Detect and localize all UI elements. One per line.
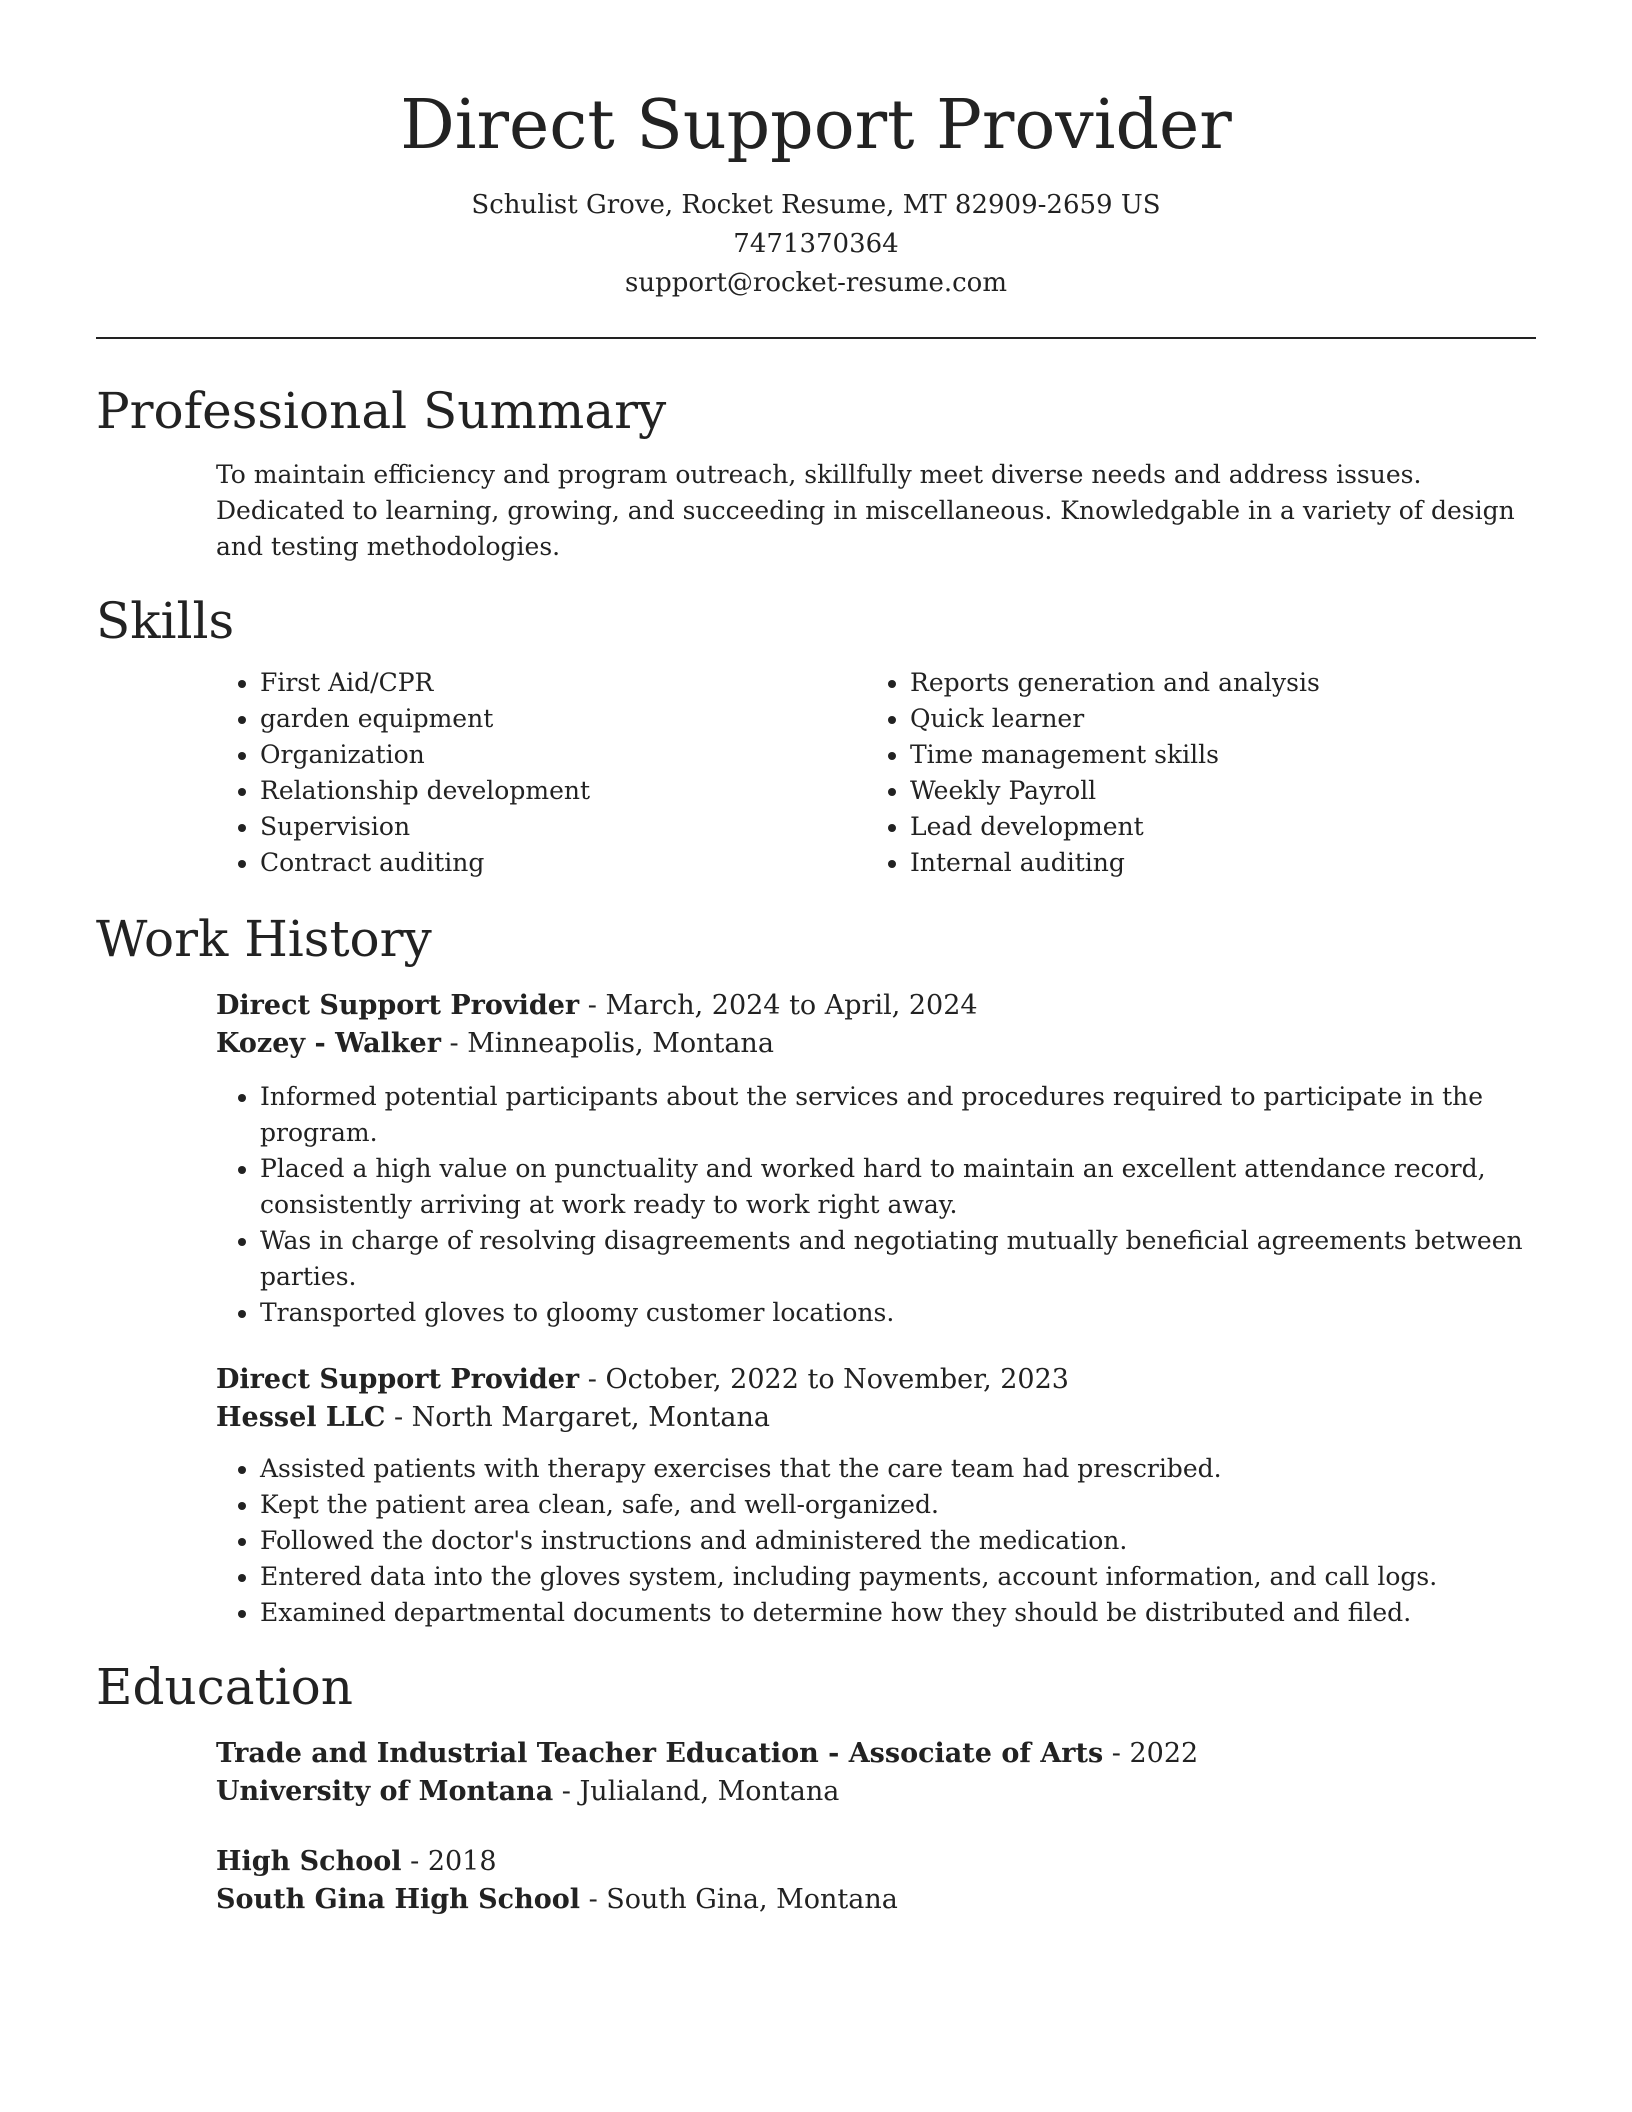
education-title: Education [96, 1658, 353, 1716]
job-entry [216, 987, 1536, 1331]
education-degree: Trade and Industrial Teacher Education - Associate of Arts [216, 1738, 1104, 1769]
contact-address: Schulist Grove, Rocket Resume, MT 82909-2659 US [471, 190, 1161, 220]
summary-text: To maintain efficiency and program outreach, skillfully meet diverse needs and address issues. Dedicated to learning, growing, and succeeding in miscellaneous. Knowledgable in a variety of design and testing methodologies. [216, 460, 1515, 561]
job-bullets [216, 1079, 1536, 1331]
skill-item: • Relationship development [260, 773, 866, 809]
skills-section [96, 665, 1536, 881]
education-entry [216, 1843, 1536, 1919]
education-year: - 2018 [401, 1846, 497, 1877]
skill-item: • Contract auditing [260, 845, 866, 881]
skill-item: • Lead development [910, 809, 1516, 845]
summary-section [96, 457, 1536, 565]
education-degree: High School [216, 1846, 402, 1877]
skill-item: • Organization [260, 737, 866, 773]
education-location: - Julialand, Montana [553, 1776, 840, 1807]
skills-column-right [866, 665, 1516, 881]
education-school-line [216, 1881, 1536, 1919]
job-title-line [216, 987, 1536, 1025]
summary-title: Professional Summary [96, 382, 667, 440]
education-location: - South Gina, Montana [580, 1884, 898, 1915]
education-degree-line [216, 1843, 1536, 1881]
job-bullet: • Examined departmental documents to determine how they should be distributed and filed. [260, 1595, 1536, 1631]
work-history-title: Work History [96, 910, 432, 968]
education-school: University of Montana [216, 1776, 554, 1807]
job-bullet: • Followed the doctor's instructions and administered the medication. [260, 1523, 1536, 1559]
job-bullets [216, 1451, 1536, 1631]
skill-item: • Quick learner [910, 701, 1516, 737]
job-title-line [216, 1361, 1536, 1399]
contact-email: support@rocket-resume.com [624, 268, 1007, 298]
job-role: Direct Support Provider [216, 1364, 580, 1395]
job-dates: - October, 2022 to November, 2023 [579, 1364, 1069, 1395]
skill-item: • First Aid/CPR [260, 665, 866, 701]
skills-column-left [216, 665, 866, 881]
job-bullet: • Entered data into the gloves system, including payments, account information, and call logs. [260, 1559, 1536, 1595]
contact-block [96, 186, 1536, 303]
education-school-line [216, 1773, 1536, 1811]
job-company: Hessel LLC [216, 1402, 386, 1433]
job-location: - Minneapolis, Montana [440, 1028, 774, 1059]
skills-list-left [216, 665, 866, 881]
job-bullet: • Placed a high value on punctuality and worked hard to maintain an excellent attendance record, consistently arriving at work ready to work right away. [260, 1151, 1536, 1223]
education-section [96, 1735, 1536, 1919]
job-bullet: • Assisted patients with therapy exercises that the care team had prescribed. [260, 1451, 1536, 1487]
education-year: - 2022 [1103, 1738, 1199, 1769]
skill-item: • Weekly Payroll [910, 773, 1516, 809]
job-bullet: • Kept the patient area clean, safe, and well-organized. [260, 1487, 1536, 1523]
job-company-line [216, 1399, 1536, 1437]
education-entry [216, 1735, 1536, 1811]
job-company: Kozey - Walker [216, 1028, 441, 1059]
skill-item: • Supervision [260, 809, 866, 845]
candidate-name: Direct Support Provider [400, 86, 1232, 165]
contact-phone: 7471370364 [733, 229, 899, 259]
job-dates: - March, 2024 to April, 2024 [579, 990, 978, 1021]
job-role: Direct Support Provider [216, 990, 580, 1021]
skills-title: Skills [96, 592, 235, 650]
skill-item: • Internal auditing [910, 845, 1516, 881]
education-degree-line [216, 1735, 1536, 1773]
job-bullet: • Was in charge of resolving disagreements and negotiating mutually beneficial agreements between parties. [260, 1223, 1536, 1295]
job-bullet: • Informed potential participants about the services and procedures required to participate in the program. [260, 1079, 1536, 1151]
skill-item: • Time management skills [910, 737, 1516, 773]
job-company-line [216, 1025, 1536, 1063]
header-divider [96, 337, 1536, 339]
work-history-section [96, 987, 1536, 1631]
job-entry [216, 1361, 1536, 1631]
job-bullet: • Transported gloves to gloomy customer locations. [260, 1295, 1536, 1331]
skill-item: • Reports generation and analysis [910, 665, 1516, 701]
resume-header [96, 0, 1536, 303]
skills-list-right [866, 665, 1516, 881]
skill-item: • garden equipment [260, 701, 866, 737]
job-location: - North Margaret, Montana [385, 1402, 770, 1433]
education-school: South Gina High School [216, 1884, 580, 1915]
